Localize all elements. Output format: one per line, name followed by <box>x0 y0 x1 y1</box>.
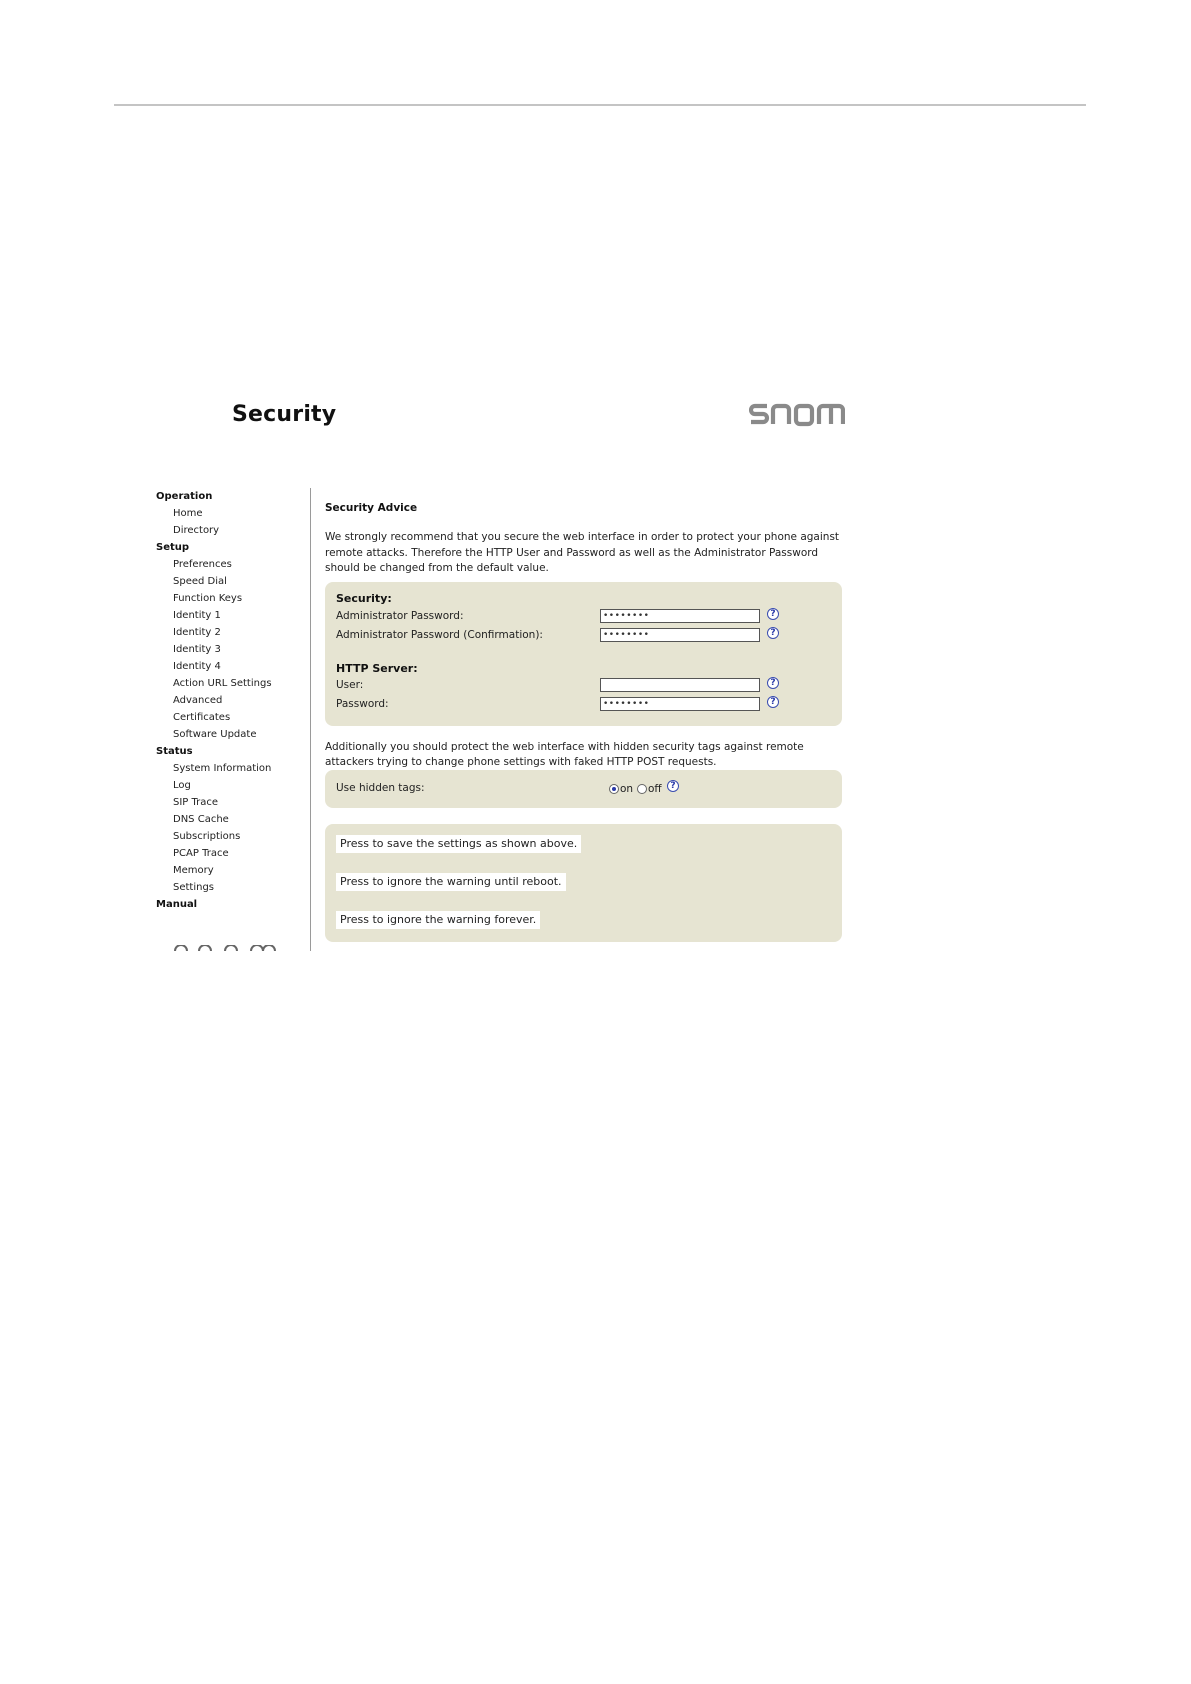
http-password-label: Password: <box>336 698 389 710</box>
hidden-tags-off-radio[interactable] <box>637 784 647 794</box>
nav-item-home[interactable]: Home <box>173 508 203 519</box>
help-icon[interactable]: ? <box>667 780 679 792</box>
sidebar-nav <box>156 488 306 913</box>
help-icon[interactable]: ? <box>767 608 779 620</box>
nav-item-identity-4[interactable]: Identity 4 <box>173 661 221 672</box>
main-content <box>325 500 845 926</box>
http-server-heading: HTTP Server: <box>336 662 418 675</box>
snom-logo <box>749 398 845 432</box>
nav-item-system-information[interactable]: System Information <box>173 763 272 774</box>
admin-password-confirm-field[interactable]: •••••••• <box>600 628 760 642</box>
save-settings-button[interactable]: Press to save the settings as shown above. <box>336 835 581 853</box>
nav-item-log[interactable]: Log <box>173 780 191 791</box>
admin-password-label: Administrator Password: <box>336 610 464 622</box>
page-title: Security <box>232 402 337 427</box>
nav-item-preferences[interactable]: Preferences <box>173 559 232 570</box>
admin-password-field[interactable]: •••••••• <box>600 609 760 623</box>
security-settings-panel <box>325 582 842 726</box>
actions-panel <box>325 824 842 942</box>
security-heading: Security: <box>336 592 392 605</box>
help-icon[interactable]: ? <box>767 627 779 639</box>
nav-item-identity-1[interactable]: Identity 1 <box>173 610 221 621</box>
nav-item-settings[interactable]: Settings <box>173 882 215 893</box>
http-user-label: User: <box>336 679 364 691</box>
nav-item-function-keys[interactable]: Function Keys <box>173 593 243 604</box>
nav-item-directory[interactable]: Directory <box>173 525 220 536</box>
hidden-tags-on-label[interactable]: on <box>620 783 634 795</box>
nav-section-operation[interactable]: Operation <box>156 491 213 502</box>
hidden-tags-on-radio[interactable] <box>609 784 619 794</box>
nav-item-identity-3[interactable]: Identity 3 <box>173 644 221 655</box>
nav-item-speed-dial[interactable]: Speed Dial <box>173 576 227 587</box>
ignore-until-reboot-button[interactable]: Press to ignore the warning until reboot. <box>336 873 566 891</box>
sidebar-logo-fragment <box>173 945 283 951</box>
nav-item-certificates[interactable]: Certificates <box>173 712 231 723</box>
nav-item-subscriptions[interactable]: Subscriptions <box>173 831 241 842</box>
help-icon[interactable]: ? <box>767 696 779 708</box>
ignore-forever-button[interactable]: Press to ignore the warning forever. <box>336 911 540 929</box>
help-icon[interactable]: ? <box>767 677 779 689</box>
nav-section-manual[interactable]: Manual <box>156 899 198 910</box>
nav-section-status[interactable]: Status <box>156 746 193 757</box>
admin-password-confirm-label: Administrator Password (Confirmation): <box>336 629 543 641</box>
hidden-tags-panel <box>325 770 842 808</box>
hidden-tags-off-label[interactable]: off <box>648 783 662 795</box>
sidebar-divider <box>310 488 311 951</box>
security-advice-text: We strongly recommend that you secure the web interface in order to protect your phone against remote attacks. Therefore the HTTP User and Password as well as the Administrator Password should be changed from the default value. <box>325 531 840 574</box>
nav-item-advanced[interactable]: Advanced <box>173 695 223 706</box>
nav-item-dns-cache[interactable]: DNS Cache <box>173 814 229 825</box>
nav-item-identity-2[interactable]: Identity 2 <box>173 627 221 638</box>
hidden-tags-advice-text: Additionally you should protect the web interface with hidden security tags against remote attackers trying to change phone settings with faked HTTP POST requests. <box>325 741 804 768</box>
top-rule <box>114 104 1086 106</box>
nav-item-software-update[interactable]: Software Update <box>173 729 257 740</box>
http-user-field[interactable] <box>600 678 760 692</box>
nav-item-memory[interactable]: Memory <box>173 865 214 876</box>
security-advice-title: Security Advice <box>325 502 418 514</box>
nav-item-sip-trace[interactable]: SIP Trace <box>173 797 219 808</box>
nav-item-pcap-trace[interactable]: PCAP Trace <box>173 848 229 859</box>
hidden-tags-label: Use hidden tags: <box>336 782 425 794</box>
nav-section-setup[interactable]: Setup <box>156 542 190 553</box>
http-password-field[interactable]: •••••••• <box>600 697 760 711</box>
nav-item-action-url-settings[interactable]: Action URL Settings <box>173 678 272 689</box>
